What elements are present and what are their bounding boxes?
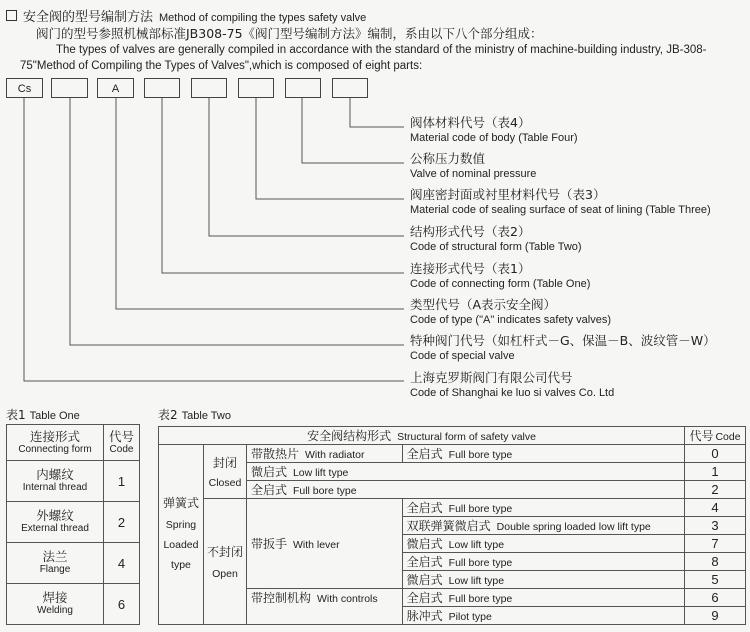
part-label-zh: 公称压力数值	[410, 151, 486, 166]
part-label-zh: 特种阀门代号（如杠杆式－G、保温－B、波纹管－W）	[410, 333, 716, 348]
table-row: 脉冲式 Pilot type 9	[159, 607, 746, 625]
open-cell: 不封闭 Open	[203, 499, 246, 625]
intro-en: The types of valves are generally compiled in accordance with the standard of the ministry of machine-building industry, JB-308-75"Method of Compiling the Types of Valves",which is composed of eight parts:	[20, 44, 707, 72]
table1-caption: 表1 Table One	[6, 408, 80, 422]
table-row: 全启式 Full bore type 2	[159, 481, 746, 499]
table-header-row: 安全阀结构形式 Structural form of safety valve 代号 Code	[159, 427, 746, 445]
spring-loaded-cell: 弹簧式 Spring Loaded type	[159, 445, 204, 625]
code-box-4	[144, 78, 180, 98]
table-header-row: 连接形式 Connecting form 代号 Code	[7, 425, 140, 461]
code-box-1: Cs	[6, 78, 43, 98]
table-row: 外螺纹 External thread 2	[7, 502, 140, 543]
connector-line-1	[350, 98, 404, 127]
part-label-zh: 阀体材料代号（表4）	[410, 115, 531, 130]
table-row: 微启式 Low lift type 5	[159, 571, 746, 589]
table-one	[6, 424, 140, 625]
closed-cell: 封闭 Closed	[203, 445, 246, 499]
part-label-en: Code of special valve	[410, 350, 515, 362]
code-box-6	[238, 78, 274, 98]
table-row: 弹簧式 Spring Loaded type 封闭 Closed 带散热片 With radiator 全启式 Full bore type 0	[159, 445, 746, 463]
part-label-en: Code of Shanghai ke luo si valves Co. Ltd	[410, 387, 615, 399]
table2-caption: 表2 Table Two	[158, 408, 231, 422]
table-row: 法兰 Flange 4	[7, 543, 140, 584]
connector-line-3	[256, 98, 404, 199]
table-row: 内螺纹 Internal thread 1	[7, 461, 140, 502]
code-box-3: A	[97, 78, 134, 98]
table-row: 不封闭 Open 带扳手 With lever 全启式 Full bore type 4	[159, 499, 746, 517]
title-zh: 安全阀的型号编制方法	[23, 10, 154, 25]
connector-line-7	[70, 98, 404, 345]
table-row: 带控制机构 With controls 全启式 Full bore type 6	[159, 589, 746, 607]
table-row: 焊接 Welding 6	[7, 584, 140, 625]
table-row: 全启式 Full bore type 8	[159, 553, 746, 571]
part-label-zh: 类型代号（A表示安全阀）	[410, 297, 557, 312]
table-row: 微启式 Low lift type 1	[159, 463, 746, 481]
part-label-en: Code of connecting form (Table One)	[410, 278, 591, 290]
table-row: 微启式 Low lift type 7	[159, 535, 746, 553]
code-box-2	[51, 78, 88, 98]
connector-line-5	[162, 98, 404, 273]
table-row: 双联弹簧微启式 Double spring loaded low lift type 3	[159, 517, 746, 535]
part-label-zh: 连接形式代号（表1）	[410, 261, 531, 276]
code-box-7	[285, 78, 321, 98]
part-label-en: Valve of nominal pressure	[410, 168, 537, 180]
intro-zh: 阀门的型号参照机械部标准JB308-75《阀门型号编制方法》编制，系由以下八个部分组成：	[36, 26, 543, 41]
part-label-en: Material code of sealing surface of seat of lining (Table Three)	[410, 204, 711, 216]
title-en: Method of compiling the types safety valve	[159, 12, 367, 24]
table-two	[158, 426, 746, 625]
part-label-zh: 阀座密封面或衬里材料代号（表3）	[410, 187, 606, 202]
part-label-zh: 结构形式代号（表2）	[410, 224, 531, 239]
connector-line-4	[209, 98, 404, 236]
connector-line-6	[116, 98, 404, 309]
part-label-en: Code of type ("A" indicates safety valves)	[410, 314, 612, 326]
code-box-5	[191, 78, 227, 98]
part-label-zh: 上海克罗斯阀门有限公司代号	[410, 370, 573, 385]
connector-line-2	[302, 98, 404, 163]
code-box-8	[332, 78, 368, 98]
part-label-en: Code of structural form (Table Two)	[410, 241, 582, 253]
connector-line-8	[24, 98, 404, 381]
part-label-en: Material code of body (Table Four)	[410, 132, 578, 144]
